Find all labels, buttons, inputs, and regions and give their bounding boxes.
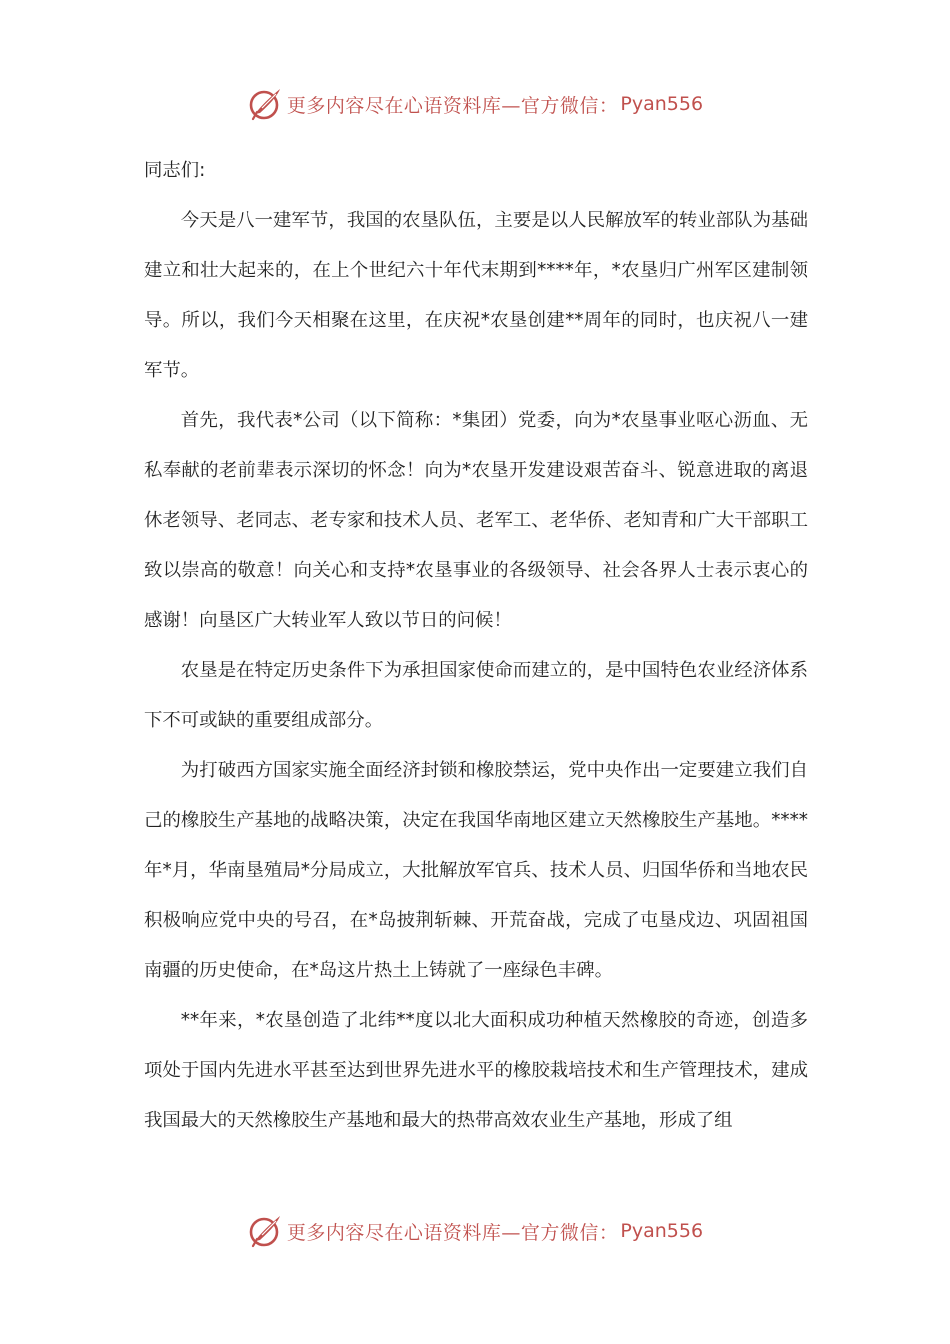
paragraph-1: 今天是八一建军节，我国的农垦队伍，主要是以人民解放军的转业部队为基础建立和壮大起来的，在上个世纪六十年代末期到****年，*农垦归广州军区建制领导。所以，我们今天相聚在这里，在庆祝*农垦创建**周年的同时，也庆祝八一建军节。 bbox=[144, 210, 808, 381]
paragraph-3: 农垦是在特定历史条件下为承担国家使命而建立的，是中国特色农业经济体系下不可或缺的重要组成部分。 bbox=[144, 660, 808, 731]
watermark-wechat-id: Pyan556 bbox=[620, 93, 704, 115]
watermark-text: 更多内容尽在心语资料库—官方微信： bbox=[286, 1221, 619, 1244]
pen-quill-icon bbox=[247, 1213, 283, 1249]
watermark-text: 更多内容尽在心语资料库—官方微信： bbox=[286, 94, 619, 117]
watermark-wechat-id: Pyan556 bbox=[620, 1220, 704, 1242]
paragraph-4: 为打破西方国家实施全面经济封锁和橡胶禁运，党中央作出一定要建立我们自己的橡胶生产基地的战略决策，决定在我国华南地区建立天然橡胶生产基地。****年*月，华南垦殖局*分局成立，大批解放军官兵、技术人员、归国华侨和当地农民积极响应党中央的号召，在*岛披荆斩棘、开荒奋战，完成了屯垦戍边、巩固祖国南疆的历史使命，在*岛这片热土上铸就了一座绿色丰碑。 bbox=[144, 760, 808, 981]
paragraph-5: **年来，*农垦创造了北纬**度以北大面积成功种植天然橡胶的奇迹，创造多项处于国内先进水平甚至达到世界先进水平的橡胶栽培技术和生产管理技术，建成我国最大的天然橡胶生产基地和最大的热带高效农业生产基地，形成了组 bbox=[144, 1010, 808, 1131]
footer-watermark bbox=[0, 1209, 950, 1253]
document-body bbox=[144, 146, 808, 1146]
salutation: 同志们: bbox=[144, 160, 206, 181]
paragraph-2: 首先，我代表*公司（以下简称：*集团）党委，向为*农垦事业呕心沥血、无私奉献的老前辈表示深切的怀念！向为*农垦开发建设艰苦奋斗、锐意进取的离退休老领导、老同志、老专家和技术人员、老军工、老华侨、老知青和广大干部职工致以崇高的敬意！向关心和支持*农垦事业的各级领导、社会各界人士表示衷心的感谢！向垦区广大转业军人致以节日的问候！ bbox=[144, 410, 808, 631]
pen-quill-icon bbox=[247, 86, 283, 122]
header-watermark bbox=[0, 82, 950, 126]
